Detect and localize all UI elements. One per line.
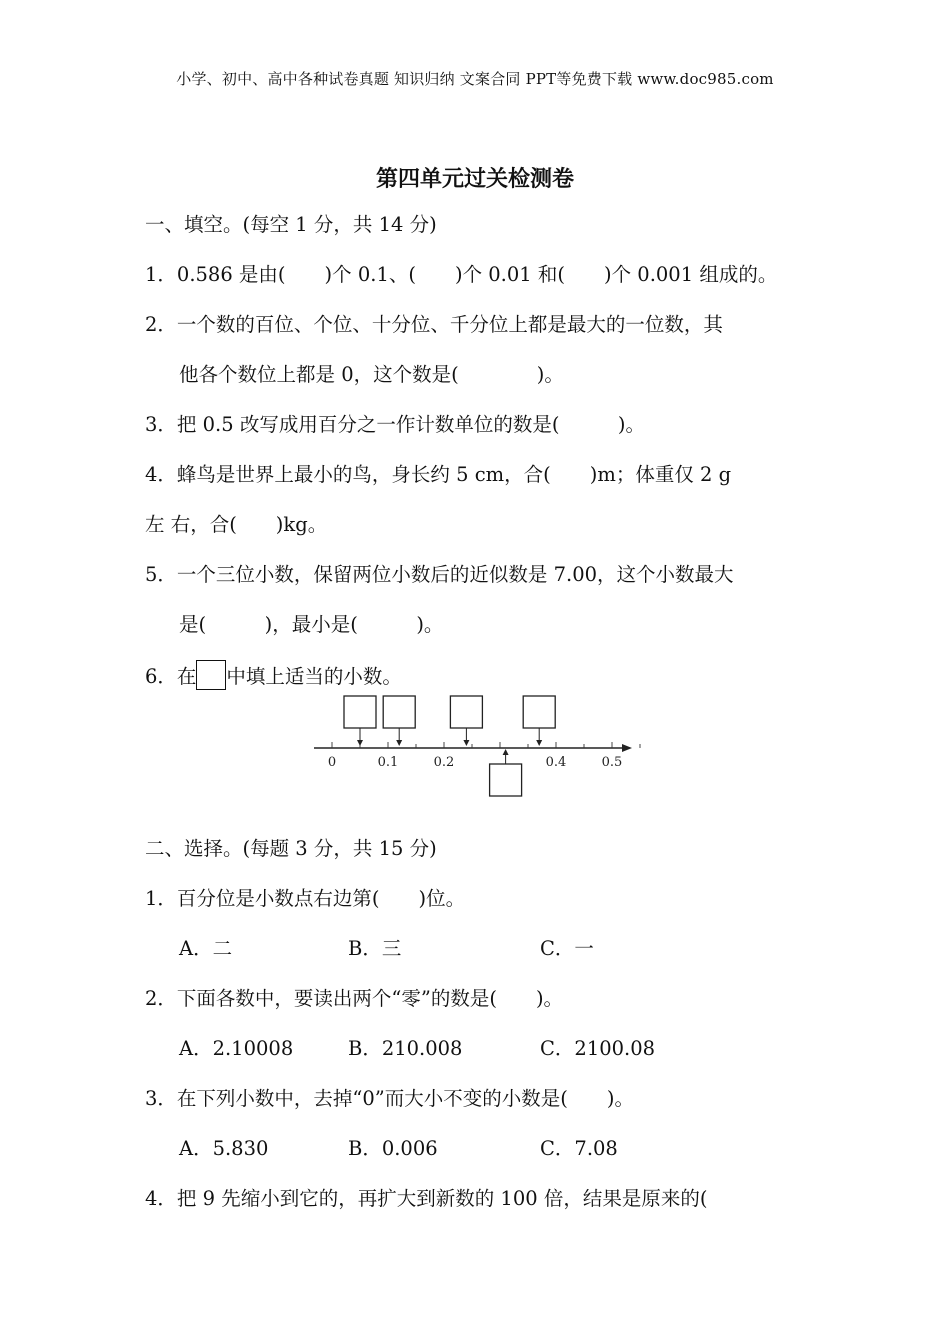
section-2-heading: 二、选择。(每题 3 分，共 15 分) bbox=[145, 837, 437, 860]
number-line-figure bbox=[300, 690, 650, 805]
question-1-5-line2: 是( )，最小是( )。 bbox=[179, 613, 444, 636]
question-1-4-line2: 左 右，合( )kg。 bbox=[145, 513, 328, 536]
number-line-label: 0.5 bbox=[601, 755, 623, 770]
q2-2-option-b: B．210.008 bbox=[348, 1037, 463, 1060]
pointer-arrowhead bbox=[396, 740, 402, 746]
question-1-4-line1: 4．蜂鸟是世界上最小的鸟，身长约 5 cm，合( )m；体重仅 2 g bbox=[145, 463, 732, 486]
question-1-6-prefix: 6．在 bbox=[145, 665, 197, 688]
q2-3-option-c: C．7.08 bbox=[540, 1137, 618, 1160]
section-1-heading: 一、填空。(每空 1 分，共 14 分) bbox=[145, 213, 437, 236]
answer-box-sample bbox=[196, 660, 226, 690]
number-line-label: 0.4 bbox=[545, 755, 567, 770]
answer-box-above bbox=[450, 696, 482, 728]
question-1-2-line2: 他各个数位上都是 0，这个数是( )。 bbox=[179, 363, 564, 386]
number-line-label: 0.1 bbox=[377, 755, 399, 770]
q2-3-option-a: A．5.830 bbox=[179, 1137, 269, 1160]
number-line-arrowhead bbox=[622, 744, 632, 752]
q2-1-option-c: C．一 bbox=[540, 937, 594, 960]
answer-box-above bbox=[383, 696, 415, 728]
q2-1-option-a: A．二 bbox=[179, 937, 233, 960]
question-2-1: 1．百分位是小数点右边第( )位。 bbox=[145, 887, 466, 910]
pointer-arrowhead bbox=[536, 740, 542, 746]
page-header: 小学、初中、高中各种试卷真题 知识归纳 文案合同 PPT等免费下载 www.doc985.com bbox=[176, 70, 774, 88]
question-1-5-line1: 5．一个三位小数，保留两位小数后的近似数是 7.00，这个小数最大 bbox=[145, 563, 734, 586]
page-title: 第四单元过关检测卷 bbox=[375, 167, 574, 192]
pointer-arrowhead bbox=[503, 749, 509, 755]
question-1-6 bbox=[145, 660, 402, 690]
pointer-arrowhead bbox=[463, 740, 469, 746]
question-2-3: 3．在下列小数中，去掉“0”而大小不变的小数是( )。 bbox=[145, 1087, 634, 1110]
question-2-2: 2．下面各数中，要读出两个“零”的数是( )。 bbox=[145, 987, 564, 1010]
question-2-4: 4．把 9 先缩小到它的，再扩大到新数的 100 倍，结果是原来的( bbox=[145, 1187, 708, 1210]
number-line-label: 0.2 bbox=[433, 755, 455, 770]
answer-box-above bbox=[344, 696, 376, 728]
question-1-1: 1．0.586 是由( )个 0.1、( )个 0.01 和( )个 0.001 组成的。 bbox=[145, 263, 778, 286]
question-1-2-line1: 2．一个数的百位、个位、十分位、千分位上都是最大的一位数，其 bbox=[145, 313, 723, 336]
answer-box-below bbox=[490, 764, 522, 796]
q2-2-option-c: C．2100.08 bbox=[540, 1037, 656, 1060]
question-1-6-suffix: 中填上适当的小数。 bbox=[226, 665, 402, 688]
pointer-arrowhead bbox=[357, 740, 363, 746]
q2-2-option-a: A．2.10008 bbox=[179, 1037, 294, 1060]
q2-1-option-b: B．三 bbox=[348, 937, 402, 960]
q2-3-option-b: B．0.006 bbox=[348, 1137, 438, 1160]
question-1-3: 3．把 0.5 改写成用百分之一作计数单位的数是( )。 bbox=[145, 413, 646, 436]
answer-box-above bbox=[523, 696, 555, 728]
number-line-label: 0 bbox=[327, 755, 337, 770]
